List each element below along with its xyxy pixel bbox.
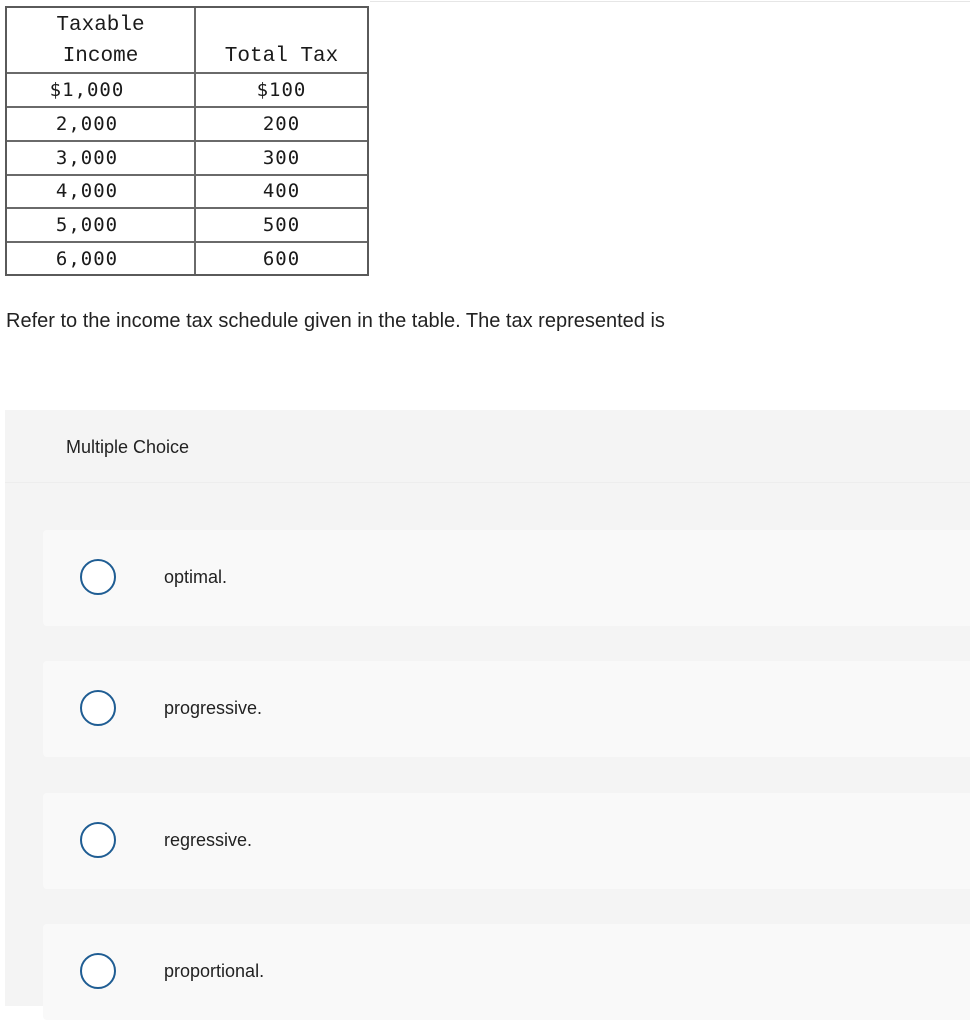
top-divider [370,1,970,2]
question-text: Refer to the income tax schedule given in the table. The tax represented is [6,310,665,332]
table-row [7,243,367,275]
table-header-row [7,8,367,74]
cell-taxable-income: 4,000 [55,180,119,202]
cell-total-tax: 500 [262,214,301,236]
cell-taxable-income: $1,000 [49,79,125,101]
cell-total-tax: $100 [256,79,307,101]
cell-taxable-income: 2,000 [55,113,119,135]
table-row [7,74,367,108]
cell-total-tax: 200 [262,113,301,135]
tax-schedule-table [5,6,369,276]
cell-total-tax: 400 [262,180,301,202]
cell-taxable-income: 3,000 [55,147,119,169]
multiple-choice-divider [5,482,970,483]
table-row [7,175,367,209]
table-row [7,108,367,142]
radio-button-icon[interactable] [80,953,116,989]
multiple-choice-label: Multiple Choice [66,437,190,457]
choice-label: regressive. [164,830,253,850]
header-taxable-income [7,10,194,72]
cell-total-tax: 300 [262,147,301,169]
radio-button-icon[interactable] [80,690,116,726]
header-taxable-income-line1: Taxable [56,14,145,37]
radio-button-icon[interactable] [80,559,116,595]
table-row [7,142,367,176]
choice-label: progressive. [164,698,263,718]
header-total-tax: Total Tax [224,45,339,68]
cell-total-tax: 600 [262,248,301,270]
radio-button-icon[interactable] [80,822,116,858]
choice-label: proportional. [164,961,265,981]
table-row [7,209,367,243]
choice-proportional[interactable] [43,924,970,1020]
choice-progressive[interactable] [43,661,970,757]
choice-label: optimal. [164,567,228,587]
cell-taxable-income: 6,000 [55,248,119,270]
choice-optimal[interactable] [43,530,970,626]
choice-regressive[interactable] [43,793,970,889]
header-taxable-income-line2: Income [62,45,139,68]
cell-taxable-income: 5,000 [55,214,119,236]
multiple-choice-panel [5,410,970,1006]
